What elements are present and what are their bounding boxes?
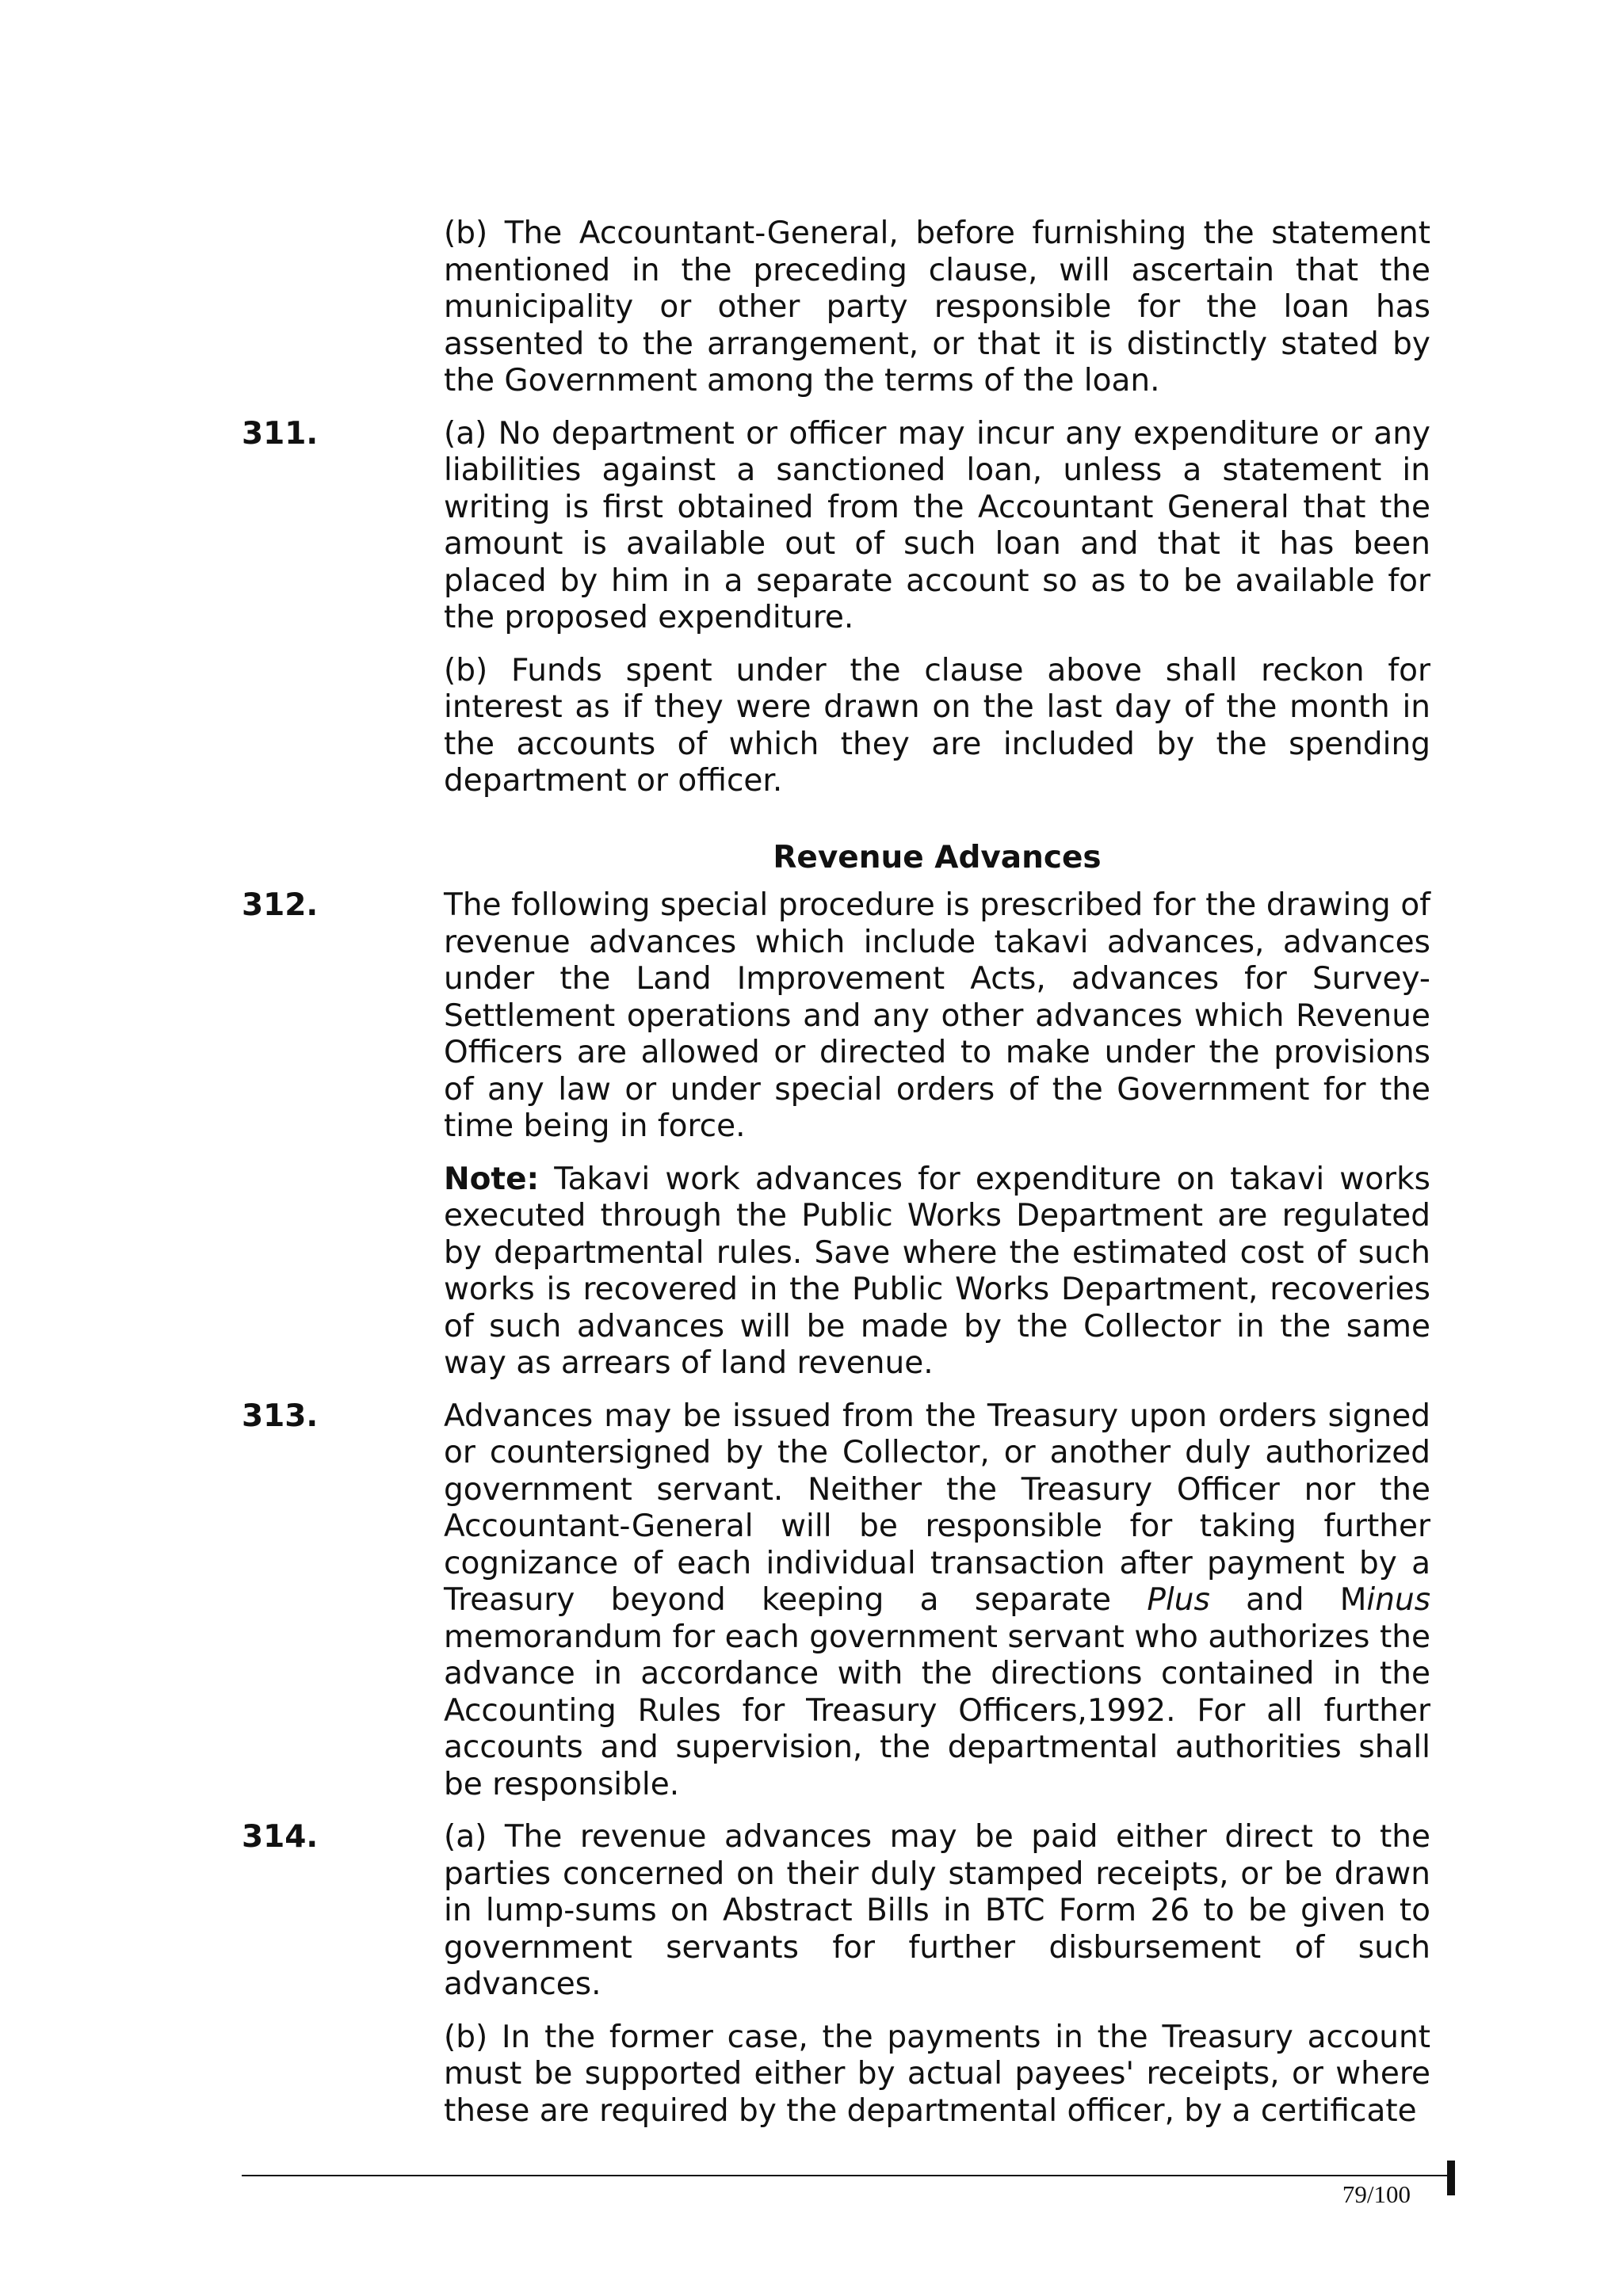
rule-number: 313.: [242, 1398, 319, 1434]
rule-314: [242, 1819, 1430, 2145]
plus-term: Plus: [1147, 1582, 1210, 1618]
rule-number: 311.: [242, 415, 319, 452]
note-text: Takavi work advances for expenditure on takavi works executed through the Public Works Department are regulated by departmental rules. Save where the estimated cost of such works is recovered in the Public Works Department, recoveries of such advances will be made by the Collector in the same way as arrears of land revenue.: [444, 1161, 1430, 1381]
rule-314-para-a: (a) The revenue advances may be paid either direct to the parties concerned on their duly stamped receipts, or be drawn in lump-sums on Abstract Bills in BTC Form 26 to be given to government servants for further disbursement of such advances.: [444, 1819, 1430, 2002]
minus-term: inus: [1366, 1582, 1431, 1618]
document-content: [242, 215, 1430, 2145]
rule-313-para: [444, 1398, 1430, 1804]
note-label: Note:: [444, 1161, 540, 1197]
rule-311-para-b: (b) Funds spent under the clause above shall reckon for interest as if they were drawn on the last day of the month in the accounts of which they are included by the spending department or officer.: [444, 652, 1430, 799]
rule-body: [444, 1398, 1430, 1820]
rule-311: [242, 416, 1430, 816]
rule-314-para-b: (b) In the former case, the payments in the Treasury account must be supported either by actual payees' receipts, or where these are required by the departmental officer, by a certificate: [444, 2019, 1430, 2129]
footer-bar: [1447, 2161, 1455, 2195]
rule-312-note: [444, 1161, 1430, 1383]
rule-313-text-2: memorandum for each government servant who authorizes the advance in accordance with the directions contained in the Accounting Rules for Treasury Officers,1992. For all further accounts and supervision, the departmental authorities shall be responsible.: [444, 1619, 1430, 1802]
clause-310-b: (b) The Accountant-General, before furnishing the statement mentioned in the preceding clause, will ascertain that the municipality or other party responsible for the loan has assented to the arrangement, or that it is distinctly stated by the Government among the terms of the loan.: [444, 215, 1430, 399]
and-term: and M: [1209, 1582, 1367, 1618]
rule-313: [242, 1398, 1430, 1820]
rule-312-para: The following special procedure is prescribed for the drawing of revenue advances which include takavi advances, advances under the Land Improvement Acts, advances for Survey-Settlement operations and any other advances which Revenue Officers are allowed or directed to make under the provisions of any law or under special orders of the Government for the time being in force.: [444, 887, 1430, 1144]
rule-312: [242, 887, 1430, 1398]
rule-body: [444, 887, 1430, 1398]
rule-body: [444, 1819, 1430, 2145]
page-number: 79/100: [1342, 2180, 1411, 2208]
footer-rule: [242, 2175, 1454, 2176]
rule-number: 312.: [242, 887, 319, 923]
rule-313-text-1: Advances may be issued from the Treasury upon orders signed or countersigned by the Collector, or another duly authorized government servant. Neither the Treasury Officer nor the Accountant-General will be responsible for taking further cognizance of each individual transaction after payment by a Treasury beyond keeping a separate: [444, 1398, 1430, 1618]
section-heading: Revenue Advances: [773, 839, 1102, 875]
rule-311-para-a: (a) No department or officer may incur any expenditure or any liabilities against a sanctioned loan, unless a statement in writing is first obtained from the Accountant General that the amount is available out of such loan and that it has been placed by him in a separate account so as to be available for the proposed expenditure.: [444, 415, 1430, 635]
rule-body: [444, 416, 1430, 816]
rule-number: 314.: [242, 1819, 319, 1855]
